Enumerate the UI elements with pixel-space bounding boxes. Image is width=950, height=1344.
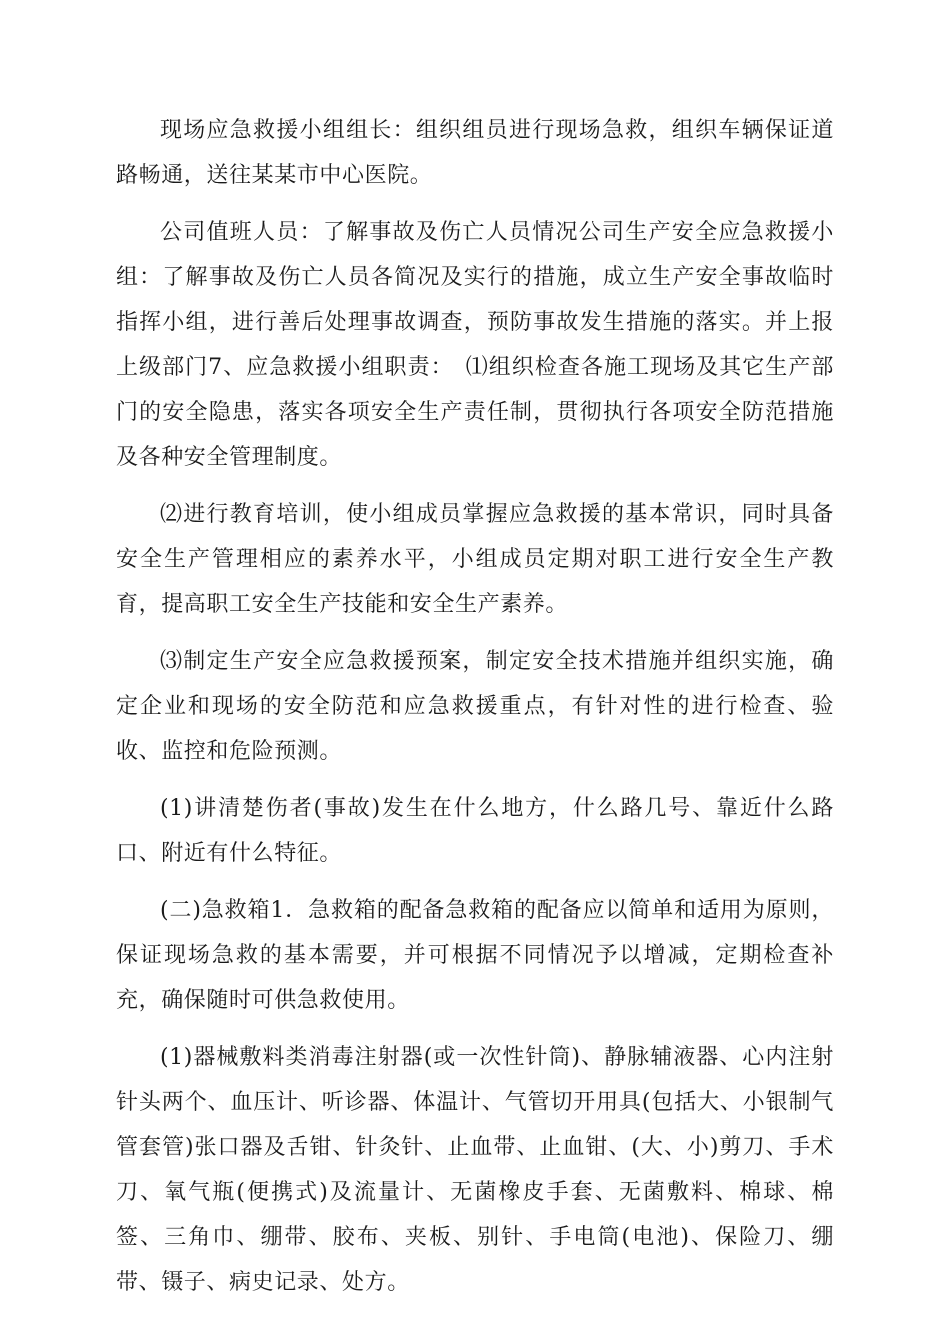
document-body [116,108,834,1317]
paragraph-report-location: (1)讲清楚伤者(事故)发生在什么地方，什么路几号、靠近什么路口、附近有什么特征。 [116,796,834,866]
paragraph-rescue-leader: 现场应急救援小组组长：组织组员进行现场急救，组织车辆保证道路畅通，送往某某市中心医院。 [116,118,834,188]
paragraph-equipment-list: (1)器械敷料类消毒注射器(或一次性针筒)、静脉辅液器、心内注射针头两个、血压计、听诊器、体温计、气管切开用具(包括大、小银制气管套管)张口器及舌钳、针灸针、止血带、止血钳、(大、小)剪刀、手术刀、氧气瓶(便携式)及流量计、无菌橡皮手套、无菌敷料、棉球、棉签、三角巾、绷带、胶布、夹板、别针、手电筒(电池)、保险刀、绷带、镊子、病史记录、处方。 [116,1045,834,1295]
paragraph-training: ⑵进行教育培训，使小组成员掌握应急救援的基本常识，同时具备安全生产管理相应的素养水平，小组成员定期对职工进行安全生产教育，提高职工安全生产技能和安全生产素养。 [116,502,834,617]
paragraph-emergency-plan: ⑶制定生产安全应急救援预案，制定安全技术措施并组织实施，确定企业和现场的安全防范和应急救援重点，有针对性的进行检查、验收、监控和危险预测。 [116,649,834,764]
paragraph-first-aid-kit: (二)急救箱1．急救箱的配备急救箱的配备应以简单和适用为原则，保证现场急救的基本需要，并可根据不同情况予以增减，定期检查补充，确保随时可供急救使用。 [116,898,834,1013]
paragraph-duty-staff: 公司值班人员：了解事故及伤亡人员情况公司生产安全应急救援小组：了解事故及伤亡人员各简况及实行的措施，成立生产安全事故临时指挥小组，进行善后处理事故调查，预防事故发生措施的落实。并上报上级部门7、应急救援小组职责： ⑴组织检查各施工现场及其它生产部门的安全隐患，落实各项安全生产责任制，贯彻执行各项安全防范措施及各种安全管理制度。 [116,220,834,470]
